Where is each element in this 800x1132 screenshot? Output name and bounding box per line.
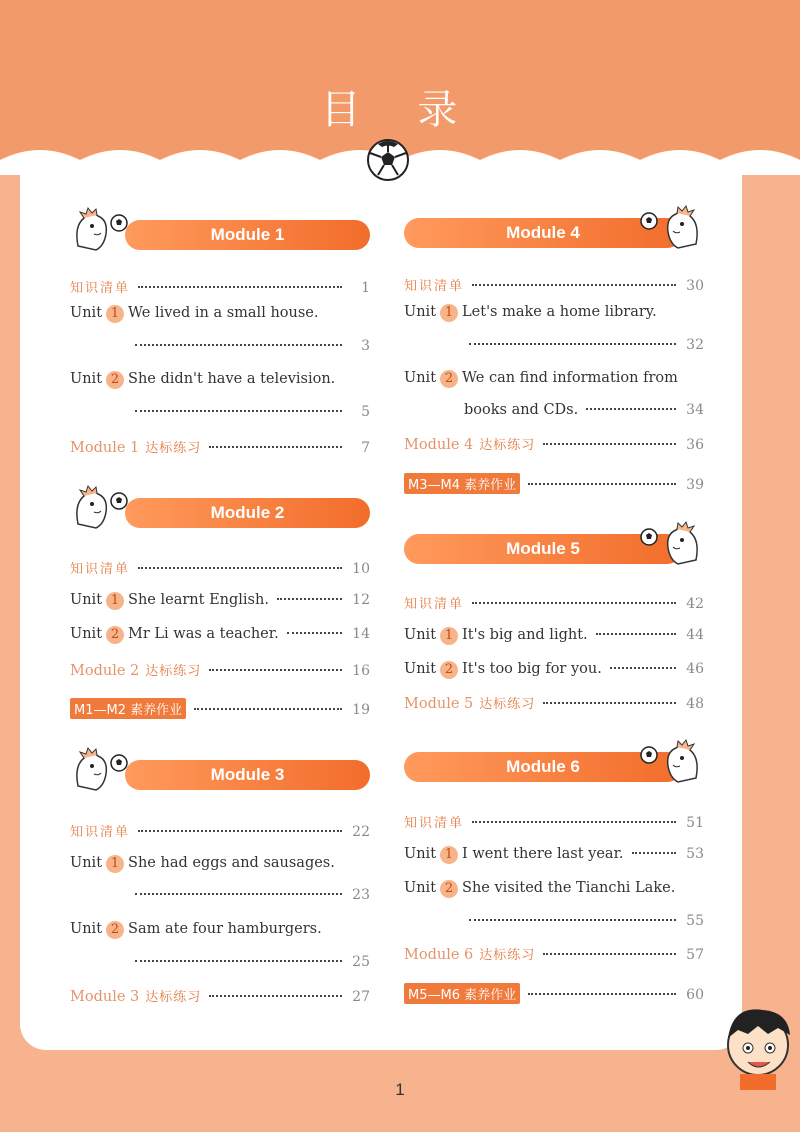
page-ref: 23 <box>352 887 370 903</box>
leader-dots <box>632 852 676 854</box>
dinosaur-mascot-icon <box>70 206 112 254</box>
module-test-zh: 达标练习 <box>145 664 202 679</box>
leader-dots <box>472 821 676 823</box>
toc-entry[interactable] <box>70 626 370 648</box>
toc-entry[interactable] <box>404 846 704 868</box>
unit-number-badge: 1 <box>440 304 458 322</box>
module-test-label: Module 1 <box>70 440 140 456</box>
soccer-ball-icon <box>640 746 658 764</box>
dinosaur-mascot-icon <box>70 746 112 794</box>
module-header: Module 6 <box>404 752 682 782</box>
page-ref: 44 <box>686 627 704 643</box>
toc-entry-continuation[interactable] <box>135 887 370 909</box>
leader-dots <box>138 567 342 569</box>
page-ref: 46 <box>686 661 704 677</box>
toc-entry-continuation[interactable] <box>135 954 370 976</box>
page-ref: 27 <box>352 989 370 1005</box>
module-header: Module 1 <box>125 220 370 250</box>
unit-title: Let's make a home library. <box>462 304 657 320</box>
unit-prefix: Unit <box>70 592 103 608</box>
toc-entry[interactable] <box>70 277 370 299</box>
leader-dots <box>277 598 342 600</box>
page-ref: 30 <box>686 278 704 294</box>
unit-prefix: Unit <box>70 855 103 871</box>
unit-prefix: Unit <box>70 371 103 387</box>
unit-number-badge: 2 <box>106 626 124 644</box>
toc-entry[interactable] <box>70 592 370 614</box>
toc-entry[interactable] <box>404 434 704 456</box>
page-ref: 1 <box>361 280 370 296</box>
toc-entry[interactable] <box>70 371 370 393</box>
page-ref: 14 <box>352 626 370 642</box>
knowledge-list-label: 知识清单 <box>404 597 465 612</box>
toc-entry[interactable] <box>70 821 370 843</box>
unit-title: It's big and light. <box>462 627 588 643</box>
module-header: Module 3 <box>125 760 370 790</box>
leader-dots <box>135 344 342 346</box>
soccer-ball-icon <box>640 212 658 230</box>
page-ref: 39 <box>686 477 704 493</box>
leader-dots <box>543 953 676 955</box>
unit-prefix: Unit <box>404 370 437 386</box>
toc-entry[interactable] <box>70 437 370 459</box>
page-ref: 53 <box>686 846 704 862</box>
leader-dots <box>194 708 342 710</box>
boy-mascot-icon <box>718 1000 798 1090</box>
leader-dots <box>543 443 676 445</box>
module-header: Module 4 <box>404 218 682 248</box>
leader-dots <box>472 602 676 604</box>
toc-entry-continuation[interactable] <box>135 338 370 360</box>
module-header: Module 5 <box>404 534 682 564</box>
unit-title: She learnt English. <box>128 592 269 608</box>
knowledge-list-label: 知识清单 <box>404 279 465 294</box>
toc-entry[interactable] <box>70 558 370 580</box>
dinosaur-mascot-icon <box>662 520 704 568</box>
soccer-ball-icon <box>110 492 128 510</box>
toc-entry[interactable] <box>404 661 704 683</box>
module-test-zh: 达标练习 <box>145 990 202 1005</box>
soccer-ball-icon <box>366 138 410 182</box>
toc-entry[interactable] <box>404 983 704 1005</box>
toc-entry-continuation[interactable] <box>469 337 704 359</box>
page-ref: 60 <box>686 987 704 1003</box>
unit-title-continued: books and CDs. <box>464 402 579 418</box>
leader-dots <box>469 919 676 921</box>
unit-number-badge: 1 <box>440 846 458 864</box>
module-test-label: Module 3 <box>70 989 140 1005</box>
toc-entry[interactable] <box>404 473 704 495</box>
unit-title: She had eggs and sausages. <box>128 855 335 871</box>
unit-title: Sam ate four hamburgers. <box>128 921 322 937</box>
leader-dots <box>472 284 676 286</box>
toc-entry[interactable] <box>70 921 370 943</box>
unit-number-badge: 1 <box>106 855 124 873</box>
page-ref: 34 <box>686 402 704 418</box>
leader-dots <box>138 830 342 832</box>
module-header: Module 2 <box>125 498 370 528</box>
leader-dots <box>287 632 342 634</box>
unit-prefix: Unit <box>70 921 103 937</box>
toc-entry[interactable] <box>404 275 704 297</box>
module-test-zh: 达标练习 <box>479 948 536 963</box>
literacy-homework-tag: M1—M2 素养作业 <box>70 698 186 719</box>
page-ref: 12 <box>352 592 370 608</box>
unit-number-badge: 1 <box>106 592 124 610</box>
knowledge-list-label: 知识清单 <box>404 816 465 831</box>
dinosaur-mascot-icon <box>662 738 704 786</box>
page-ref: 7 <box>361 440 370 456</box>
page-title: 目 录 <box>320 87 480 133</box>
unit-number-badge: 1 <box>440 627 458 645</box>
dinosaur-mascot-icon <box>662 204 704 252</box>
leader-dots <box>135 410 342 412</box>
page-ref: 57 <box>686 947 704 963</box>
toc-entry[interactable] <box>404 812 704 834</box>
knowledge-list-label: 知识清单 <box>70 281 131 296</box>
unit-title: She visited the Tianchi Lake. <box>462 880 676 896</box>
page-ref: 36 <box>686 437 704 453</box>
leader-dots <box>610 667 676 669</box>
leader-dots <box>543 702 676 704</box>
toc-entry[interactable] <box>70 305 370 327</box>
module-test-label: Module 4 <box>404 437 474 453</box>
page-ref: 5 <box>361 404 370 420</box>
unit-number-badge: 2 <box>440 370 458 388</box>
unit-title: Mr Li was a teacher. <box>128 626 279 642</box>
soccer-ball-icon <box>110 214 128 232</box>
page-ref: 10 <box>352 561 370 577</box>
leader-dots <box>135 893 342 895</box>
toc-entry[interactable] <box>70 698 370 720</box>
module-test-zh: 达标练习 <box>145 441 202 456</box>
page-ref: 55 <box>686 913 704 929</box>
page-ref: 3 <box>361 338 370 354</box>
soccer-ball-icon <box>110 754 128 772</box>
module-test-label: Module 6 <box>404 947 474 963</box>
leader-dots <box>138 286 342 288</box>
leader-dots <box>469 343 676 345</box>
toc-entry[interactable] <box>70 660 370 682</box>
unit-prefix: Unit <box>70 626 103 642</box>
page-ref: 16 <box>352 663 370 679</box>
leader-dots <box>586 408 676 410</box>
module-test-zh: 达标练习 <box>479 438 536 453</box>
toc-entry[interactable] <box>404 944 704 966</box>
literacy-homework-tag: M5—M6 素养作业 <box>404 983 520 1004</box>
unit-number-badge: 2 <box>106 371 124 389</box>
unit-prefix: Unit <box>70 305 103 321</box>
leader-dots <box>528 483 676 485</box>
toc-entry-continuation[interactable] <box>135 404 370 426</box>
page-number: 1 <box>395 1080 405 1099</box>
leader-dots <box>135 960 342 962</box>
toc-entry-continuation[interactable] <box>469 913 704 935</box>
unit-number-badge: 2 <box>440 880 458 898</box>
leader-dots <box>528 993 676 995</box>
knowledge-list-label: 知识清单 <box>70 562 131 577</box>
page-ref: 51 <box>686 815 704 831</box>
toc-entry[interactable] <box>70 986 370 1008</box>
unit-number-badge: 1 <box>106 305 124 323</box>
toc-entry[interactable] <box>404 304 704 326</box>
toc-entry-continuation[interactable] <box>464 402 704 424</box>
toc-entry[interactable] <box>404 693 704 715</box>
unit-prefix: Unit <box>404 304 437 320</box>
toc-entry[interactable] <box>404 593 704 615</box>
soccer-ball-icon <box>640 528 658 546</box>
unit-prefix: Unit <box>404 661 437 677</box>
knowledge-list-label: 知识清单 <box>70 825 131 840</box>
module-test-label: Module 2 <box>70 663 140 679</box>
unit-number-badge: 2 <box>106 921 124 939</box>
unit-prefix: Unit <box>404 846 437 862</box>
leader-dots <box>209 446 342 448</box>
toc-entry[interactable] <box>70 855 370 877</box>
leader-dots <box>209 669 342 671</box>
toc-entry[interactable] <box>404 880 704 902</box>
page-ref: 32 <box>686 337 704 353</box>
page-ref: 48 <box>686 696 704 712</box>
toc-entry[interactable] <box>404 370 704 392</box>
leader-dots <box>596 633 676 635</box>
unit-prefix: Unit <box>404 880 437 896</box>
page-ref: 19 <box>352 702 370 718</box>
page-ref: 22 <box>352 824 370 840</box>
unit-title: It's too big for you. <box>462 661 602 677</box>
leader-dots <box>209 995 342 997</box>
literacy-homework-tag: M3—M4 素养作业 <box>404 473 520 494</box>
unit-number-badge: 2 <box>440 661 458 679</box>
page-ref: 25 <box>352 954 370 970</box>
unit-title: I went there last year. <box>462 846 624 862</box>
page-ref: 42 <box>686 596 704 612</box>
unit-prefix: Unit <box>404 627 437 643</box>
unit-title: She didn't have a television. <box>128 371 336 387</box>
unit-title: We lived in a small house. <box>128 305 319 321</box>
module-test-zh: 达标练习 <box>479 697 536 712</box>
unit-title: We can find information from <box>462 370 678 386</box>
toc-entry[interactable] <box>404 627 704 649</box>
module-test-label: Module 5 <box>404 696 474 712</box>
dinosaur-mascot-icon <box>70 484 112 532</box>
